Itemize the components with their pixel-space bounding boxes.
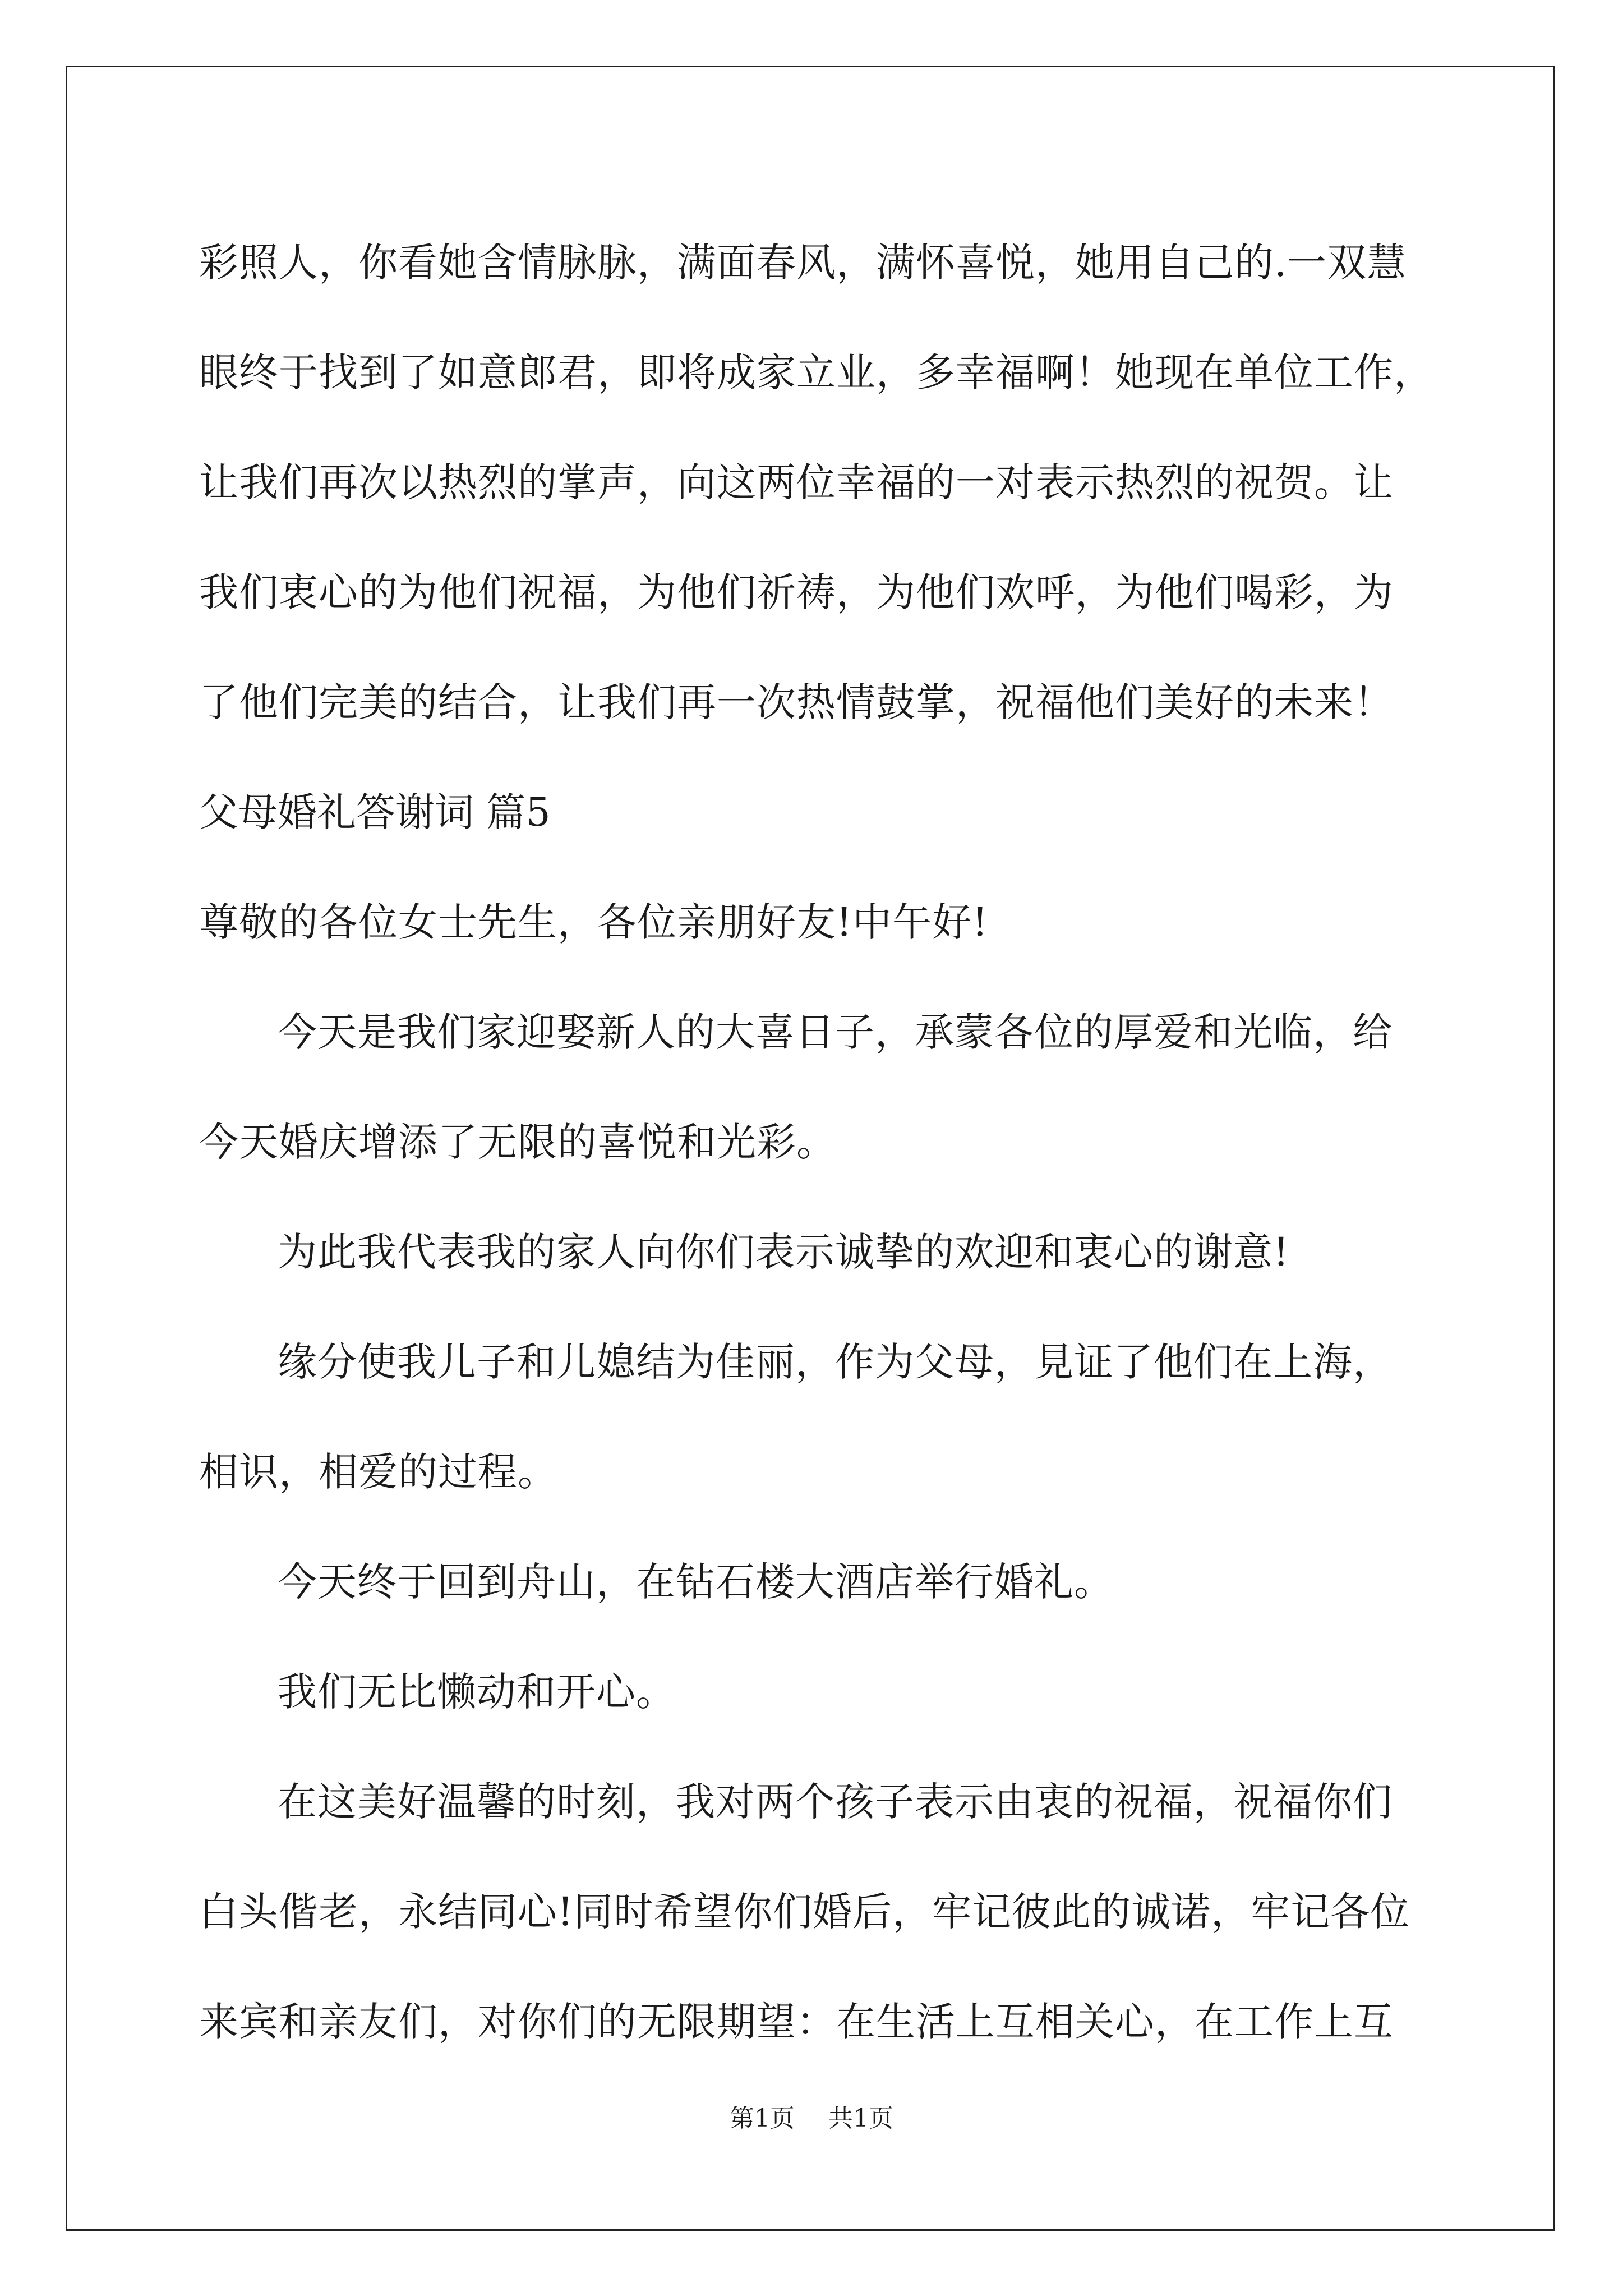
paragraph-line: 眼终于找到了如意郎君，即将成家立业，多幸福啊！她现在单位工作， [199,349,1433,395]
paragraph-line: 今天是我们家迎娶新人的大喜日子，承蒙各位的厚爱和光临，给 [278,1009,1393,1055]
paragraph-line: 相识，相爱的过程。 [199,1449,557,1495]
paragraph-line: 今天终于回到舟山，在钻石楼大酒店举行婚礼。 [278,1559,1114,1605]
paragraph-line: 为此我代表我的家人向你们表示诚挚的欢迎和衷心的谢意! [278,1229,1290,1275]
paragraph-line: 今天婚庆增添了无限的喜悦和光彩。 [199,1119,836,1165]
paragraph-line: 彩照人，你看她含情脉脉，满面春风，满怀喜悦，她用自己的.一双慧 [199,240,1407,286]
paragraph-line: 缘分使我儿子和儿媳结为佳丽，作为父母，見证了他们在上海， [278,1339,1393,1385]
paragraph-line: 来宾和亲友们，对你们的无限期望：在生活上互相关心，在工作上互 [199,1999,1394,2045]
paragraph-line: 我们无比懒动和开心。 [278,1669,676,1715]
paragraph-line: 了他们完美的结合，让我们再一次热情鼓掌，祝福他们美好的未来！ [199,679,1394,725]
paragraph-line: 我们衷心的为他们祝福，为他们祈祷，为他们欢呼，为他们喝彩，为 [199,569,1394,615]
page-number-current: 第1页 [730,2104,795,2133]
page-number-total: 共1页 [828,2104,893,2133]
paragraph-line: 让我们再次以热烈的掌声，向这两位幸福的一对表示热烈的祝贺。让 [199,459,1394,505]
page-footer [0,2098,1623,2134]
paragraph-line: 在这美好温馨的时刻，我对两个孩子表示由衷的祝福，祝福你们 [278,1779,1393,1825]
salutation-line: 尊敬的各位女士先生，各位亲朋好友!中午好! [199,899,989,945]
document-body [199,208,1450,2077]
section-heading: 父母婚礼答谢词 篇5 [199,789,551,835]
paragraph-line: 白头偕老，永结同心!同时希望你们婚后，牢记彼此的诚诺，牢记各位 [199,1889,1410,1935]
